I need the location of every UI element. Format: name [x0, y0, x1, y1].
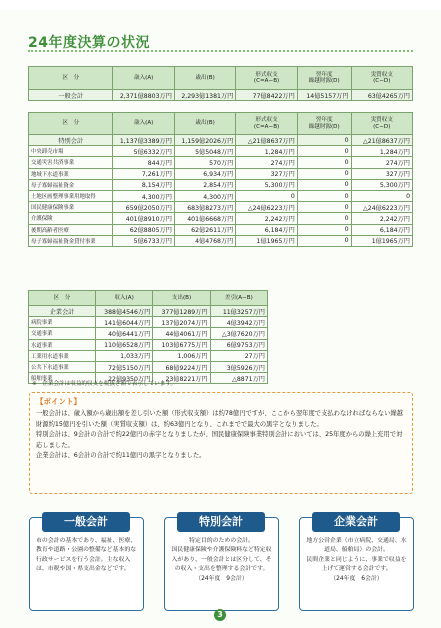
table-cell: 0: [297, 146, 351, 157]
table-cell: 0: [297, 157, 351, 168]
table-header: 形式収支 (C=A−B): [236, 67, 297, 90]
table-cell: 570万円: [174, 157, 235, 168]
table-cell: △24億6223万円: [236, 202, 297, 213]
table-row: [29, 146, 413, 157]
table-row: [29, 306, 268, 317]
table-header: 歳出(B): [174, 67, 235, 90]
table-header: 歳出(B): [174, 113, 235, 135]
point-paragraph: 企業会計は、6会計の合計で約11億円の黒字となりました。: [36, 452, 206, 460]
table-cell: 8,154万円: [113, 179, 174, 190]
table-cell: 63億4265万円: [351, 90, 412, 101]
table-row: [29, 135, 413, 146]
general-account-table: [28, 66, 413, 101]
table-cell: 0: [297, 135, 351, 146]
card-body: 市の会計の基本であり、福祉、医療、教育や道路・公園の整備など基本的な行政サービスを行う会計。主な収入は、市税や国・県支出金などです。: [36, 538, 137, 573]
table-cell: 母子寡婦福祉資金貸付事業: [29, 235, 113, 246]
point-box: [29, 392, 413, 494]
table-cell: 40億6441万円: [95, 328, 152, 339]
top-band: [0, 0, 441, 10]
table-cell: 72億5150万円: [95, 361, 152, 372]
table-row: [29, 168, 413, 179]
table-cell: 1億1965万円: [236, 235, 297, 246]
table-cell: 23億8221万円: [153, 373, 210, 384]
table-cell: 327万円: [351, 168, 412, 179]
table-cell: 103億6775万円: [153, 339, 210, 350]
table-header: 翌年度 繰越財源(D): [297, 67, 351, 90]
table-cell: 6,934万円: [174, 168, 235, 179]
point-heading: 【ポイント】: [36, 397, 81, 406]
table-row: [29, 179, 413, 190]
table-cell: 14億5157万円: [297, 90, 351, 101]
table-cell: 27万円: [210, 350, 267, 361]
table-row: [29, 90, 413, 101]
table-header: 実質収支 (C−D): [351, 113, 412, 135]
table-cell: 1,284万円: [236, 146, 297, 157]
table-cell: 401億6668万円: [174, 213, 235, 224]
table-cell: 介護保険: [29, 213, 113, 224]
table-cell: 11億3257万円: [210, 306, 267, 317]
table-header: 区 分: [29, 113, 113, 135]
table-cell: 中央卸売市場: [29, 146, 113, 157]
table-body: [29, 135, 413, 247]
table-header-row: [29, 113, 413, 135]
table-cell: 交通事業: [29, 328, 96, 339]
table-cell: 77億8422万円: [236, 90, 297, 101]
table-body: [29, 306, 268, 384]
card-title: 一般会計: [42, 512, 130, 532]
table-cell: 土地区画整理事業用地取得: [29, 190, 113, 201]
page-title: 24年度決算の状況: [28, 35, 150, 51]
table-row: [29, 224, 413, 235]
card-body: 特定目的のための会計。 国民健康保険や介護保険料など特定収入があり、一般会計とは区分して、その収入・支出を整理する会計です。 （24年度 9会計）: [171, 538, 272, 582]
table-cell: 特別会計: [29, 135, 113, 146]
table-cell: 6,184万円: [351, 224, 412, 235]
table-cell: 0: [297, 179, 351, 190]
card-special-account: [164, 517, 279, 611]
point-paragraph: 特別会計は、9会計の合計で約22億円の赤字となりましたが、国民健康保険事業特別会計においては、25年度からの繰上充用で対応しました。: [36, 431, 403, 449]
table-cell: 5億5048万円: [174, 146, 235, 157]
table-cell: 377億1289万円: [153, 306, 210, 317]
table-cell: 1,159億2026万円: [174, 135, 235, 146]
table-cell: 4億4768万円: [174, 235, 235, 246]
table-header: 支出(B): [153, 291, 210, 306]
table-cell: 7,261万円: [113, 168, 174, 179]
table-cell: △3億7620万円: [210, 328, 267, 339]
card-general-account: [29, 517, 144, 611]
table-cell: 659億2050万円: [113, 202, 174, 213]
table-cell: 3億5926万円: [210, 361, 267, 372]
table-cell: 274万円: [236, 157, 297, 168]
table-cell: 388億4546万円: [95, 306, 152, 317]
table-cell: 5億6332万円: [113, 146, 174, 157]
table-cell: 5,300万円: [236, 179, 297, 190]
table-cell: 62億8805万円: [113, 224, 174, 235]
point-paragraph: 一般会計は、歳入額から歳出額を差し引いた額（形式収支額）は約78億円ですが、ここから翌年度で支払わなければならない繰越財源約15億円を引いた額（実質収支額）は、約63億円となり、これまでで最大の黒字となりました。: [36, 410, 403, 428]
table-cell: 327万円: [236, 168, 297, 179]
table-cell: 4,300万円: [113, 190, 174, 201]
table-cell: 0: [297, 168, 351, 179]
table-cell: 0: [297, 213, 351, 224]
page-number: 3: [214, 609, 226, 621]
table-header: 歳入(A): [113, 113, 174, 135]
table-cell: 4,300万円: [174, 190, 235, 201]
table-cell: 0: [351, 190, 412, 201]
table-cell: 工業用水道事業: [29, 350, 96, 361]
table-cell: 1,033万円: [95, 350, 152, 361]
table-cell: 国民健康保険事業: [29, 202, 113, 213]
table-cell: 0: [297, 235, 351, 246]
table-cell: 844万円: [113, 157, 174, 168]
table-cell: 2,242万円: [236, 213, 297, 224]
table-cell: 401億8910万円: [113, 213, 174, 224]
table-row: [29, 339, 268, 350]
table-cell: 0: [297, 202, 351, 213]
table-cell: 地域下水道事業: [29, 168, 113, 179]
table-cell: 110億6528万円: [95, 339, 152, 350]
table-cell: 交通災害共済事業: [29, 157, 113, 168]
table-cell: 1億1965万円: [351, 235, 412, 246]
table-row: [29, 350, 268, 361]
table-header: 歳入(A): [113, 67, 174, 90]
table-cell: 6,184万円: [236, 224, 297, 235]
table-cell: 2,854万円: [174, 179, 235, 190]
special-account-table: [28, 112, 413, 247]
table-row: [29, 202, 413, 213]
card-title: 特別会計: [177, 512, 265, 532]
table-header-row: [29, 291, 268, 306]
table-cell: 船舶事業: [29, 373, 96, 384]
table-row: [29, 157, 413, 168]
card-title: 企業会計: [312, 512, 400, 532]
table-cell: 2,242万円: [351, 213, 412, 224]
table-cell: 62億2611万円: [174, 224, 235, 235]
table-cell: 一般会計: [29, 90, 113, 101]
table-header-row: [29, 67, 413, 90]
table-cell: 22億9350万円: [95, 373, 152, 384]
table-cell: 水道事業: [29, 339, 96, 350]
point-body: [36, 409, 404, 462]
table-cell: △21億8637万円: [351, 135, 412, 146]
table-row: [29, 213, 413, 224]
table-cell: 1,006万円: [153, 350, 210, 361]
table-cell: 683億8273万円: [174, 202, 235, 213]
table-cell: 6億9753万円: [210, 339, 267, 350]
title-divider: [28, 50, 413, 52]
enterprise-account-table: [28, 290, 268, 384]
table-cell: △21億8637万円: [236, 135, 297, 146]
card-body: 地方公営企業（市立病院、交通局、水道局、船舶局）の会計。 民間企業と同じように、事業で収益を上げて運営する会計です。 （24年度 6会計）: [306, 538, 407, 582]
table-cell: 4億3942万円: [210, 317, 267, 328]
table-cell: 0: [297, 190, 351, 201]
table-cell: 1,284万円: [351, 146, 412, 157]
card-enterprise-account: [299, 517, 414, 611]
table-cell: 後期高齢者医療: [29, 224, 113, 235]
table-cell: 1,137億3389万円: [113, 135, 174, 146]
table-cell: 137億2074万円: [153, 317, 210, 328]
table-cell: 5億6733万円: [113, 235, 174, 246]
table-row: [29, 235, 413, 246]
table-header: 実質収支 (C−D): [351, 67, 412, 90]
table-row: [29, 361, 268, 372]
table-header: 区 分: [29, 67, 113, 90]
table-cell: △8871万円: [210, 373, 267, 384]
table-cell: 2,293億1381万円: [174, 90, 235, 101]
footnote: ※ 企業会計は収益的収支を税抜き額で表示しています。: [32, 381, 177, 387]
table-header: 翌年度 繰越財源(D): [297, 113, 351, 135]
table-cell: 44億4061万円: [153, 328, 210, 339]
table-row: [29, 190, 413, 201]
table-cell: 5,300万円: [351, 179, 412, 190]
table-cell: 公共下水道事業: [29, 361, 96, 372]
table-header: 形式収支 (C=A−B): [236, 113, 297, 135]
table-cell: △24億6223万円: [351, 202, 412, 213]
table-cell: 病院事業: [29, 317, 96, 328]
table-cell: 274万円: [351, 157, 412, 168]
table-cell: 0: [297, 224, 351, 235]
table-cell: 68億9224万円: [153, 361, 210, 372]
table-row: [29, 317, 268, 328]
table-cell: 母子寡婦福祉資金: [29, 179, 113, 190]
table-cell: 企業会計: [29, 306, 96, 317]
table-cell: 0: [236, 190, 297, 201]
table-header: 差引(A−B): [210, 291, 267, 306]
table-header: 収入(A): [95, 291, 152, 306]
table-header: 区 分: [29, 291, 96, 306]
table-cell: 141億6044万円: [95, 317, 152, 328]
table-cell: 2,371億8803万円: [113, 90, 174, 101]
table-row: [29, 328, 268, 339]
